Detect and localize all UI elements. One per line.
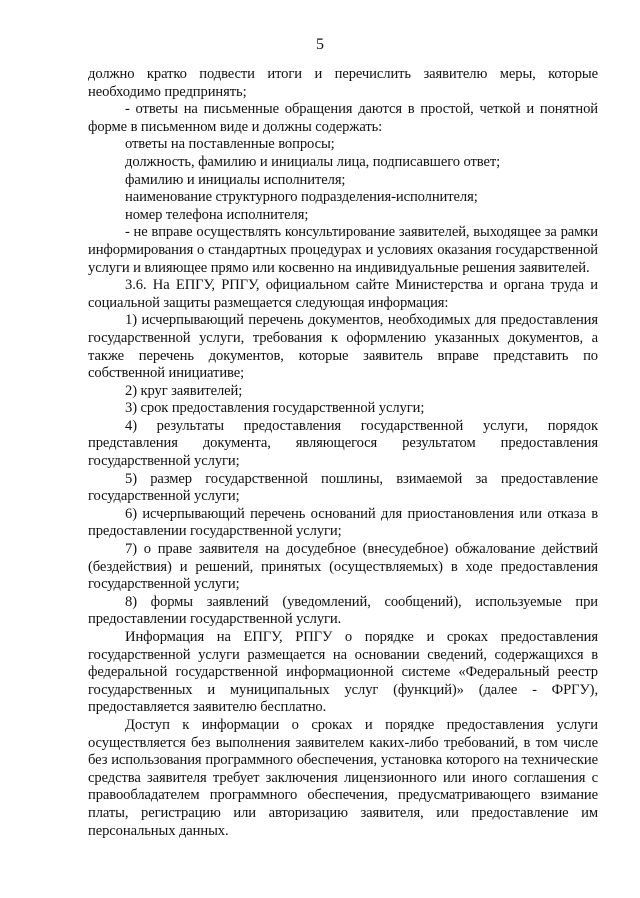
paragraph-access-info: Доступ к информации о сроках и порядке предоставления услуги осуществляется без выполнения заявителем каких-либо требований, в том числе без использования программного обеспечения, установка которого на технические средства заявителя требует заключения лицензионного или иного соглашения с правообладателем программного обеспечения, предусматривающего взимание платы, регистрацию или авторизацию заявителя, или предоставление им персональных данных. [88,716,598,839]
list-item-answers: ответы на поставленные вопросы; [125,136,335,153]
paragraph-section-3-6: 3.6. На ЕПГУ, РПГУ, официальном сайте Министерства и органа труда и социальной защиты размещается следующая информация: [88,277,598,311]
paragraph-closing-advice: должно кратко подвести итоги и перечислить заявителю меры, которые необходимо предпринять; [88,66,598,100]
list-item-5-fee: 5) размер государственной пошлины, взимаемой за предоставление государственной услуги; [88,470,598,505]
list-item-6-grounds: 6) исчерпывающий перечень оснований для приостановления или отказа в предоставлении государственной услуги; [88,505,598,540]
page-number: 5 [316,36,324,53]
list-item-1-documents: 1) исчерпывающий перечень документов, необходимых для предоставления государственной услуги, требования к оформлению указанных документов, а также перечень документов, которые заявитель вправе представить по собственной инициативе; [88,312,598,382]
paragraph-written-answers: - ответы на письменные обращения даются в простой, четкой и понятной форме в письменном виде и должны содержать: [88,101,598,135]
list-item-8-forms: 8) формы заявлений (уведомлений, сообщений), используемые при предоставлении государственной услуги. [88,593,598,628]
list-item-7-appeal: 7) о праве заявителя на досудебное (внесудебное) обжалование действий (бездействия) и решений, принятых (осуществляемых) в ходе предоставления государственной услуги; [88,541,598,593]
list-item-executor: фамилию и инициалы исполнителя; [125,171,346,188]
paragraph-frgu-info: Информация на ЕПГУ, РПГУ о порядке и сроках предоставления государственной услуги размещается на основании сведений, содержащихся в федеральной государственной информационной системе «Федеральный реестр государственных и муниципальных услуг (функций)» (далее - ФРГУ), предоставляется заявителю бесплатно. [88,629,598,716]
list-item-department: наименование структурного подразделения-исполнителя; [125,189,478,206]
list-item-signer: должность, фамилию и инициалы лица, подписавшего ответ; [125,153,501,170]
list-item-2-applicants: 2) круг заявителей; [125,382,243,399]
list-item-4-results: 4) результаты предоставления государственной услуги, порядок представления документа, являющегося результатом предоставления государственной услуги; [88,417,598,470]
list-item-phone: номер телефона исполнителя; [125,206,309,223]
list-item-3-term: 3) срок предоставления государственной услуги; [125,400,425,417]
paragraph-consulting-limits: - не вправе осуществлять консультирование заявителей, выходящее за рамки информирования о стандартных процедурах и условиях оказания государственной услуги и влияющее прямо или косвенно на индивидуальные решения заявителей. [88,224,598,276]
document-body [88,66,598,840]
